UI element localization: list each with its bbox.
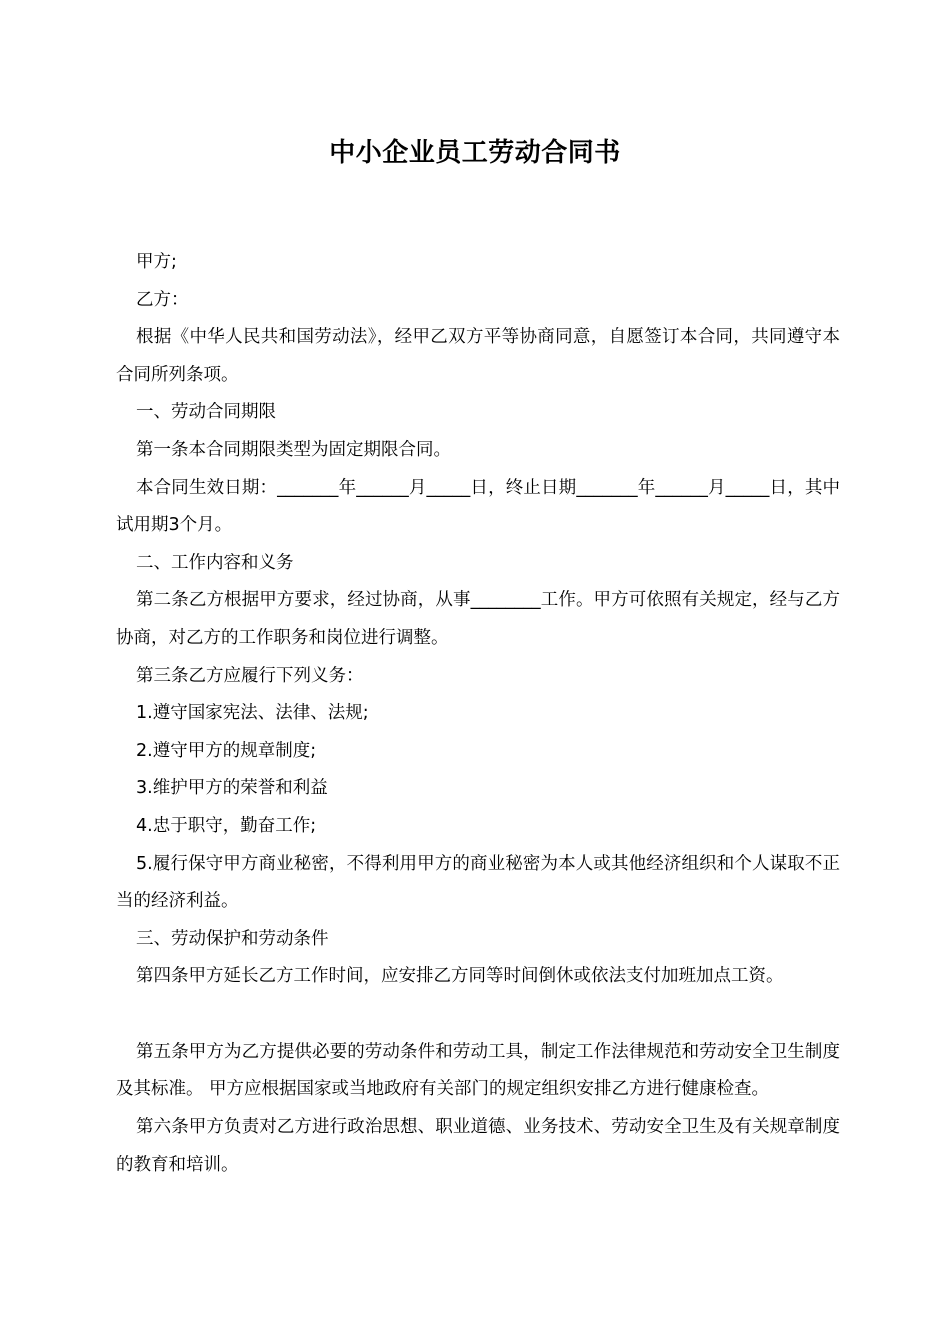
duty-item-3: 3.维护甲方的荣誉和利益 xyxy=(136,778,328,799)
page-title: 中小企业员工劳动合同书 xyxy=(329,138,621,168)
contract-body xyxy=(116,244,840,1184)
party-b-line: 乙方： xyxy=(136,289,189,310)
section-heading-duties: 二、工作内容和义务 xyxy=(136,552,294,573)
duty-item-2: 2.遵守甲方的规章制度; xyxy=(136,740,317,761)
duty-item-1: 1.遵守国家宪法、法律、法规; xyxy=(136,703,369,724)
duty-item-4: 4.忠于职守，勤奋工作; xyxy=(136,815,317,836)
article-5: 第五条甲方为乙方提供必要的劳动条件和劳动工具，制定工作法律规范和劳动安全卫生制度及其标准。 甲方应根据国家或当地政府有关部门的规定组织安排乙方进行健康检查。 xyxy=(116,1041,840,1100)
effective-date-paragraph: 本合同生效日期：_______年______月_____日，终止日期_______年______月_____日，其中试用期3个月。 xyxy=(116,477,840,536)
section-heading-term: 一、劳动合同期限 xyxy=(136,402,276,423)
section-heading-protection: 三、劳动保护和劳动条件 xyxy=(136,928,329,949)
party-a-line: 甲方; xyxy=(136,252,177,272)
article-4: 第四条甲方延长乙方工作时间，应安排乙方同等时间倒休或依法支付加班加点工资。 xyxy=(136,966,784,987)
article-1: 第一条本合同期限类型为固定期限合同。 xyxy=(136,439,451,460)
preamble-paragraph: 根据《中华人民共和国劳动法》，经甲乙双方平等协商同意，自愿签订本合同，共同遵守本合同所列条项。 xyxy=(116,327,840,385)
article-6: 第六条甲方负责对乙方进行政治思想、职业道德、业务技术、劳动安全卫生及有关规章制度的教育和培训。 xyxy=(116,1117,840,1175)
article-2: 第二条乙方根据甲方要求，经过协商，从事________工作。甲方可依照有关规定，经与乙方协商，对乙方的工作职务和岗位进行调整。 xyxy=(116,590,840,648)
article-3: 第三条乙方应履行下列义务： xyxy=(136,665,364,686)
duty-item-5: 5.履行保守甲方商业秘密，不得利用甲方的商业秘密为本人或其他经济组织和个人谋取不正当的经济利益。 xyxy=(116,853,840,912)
